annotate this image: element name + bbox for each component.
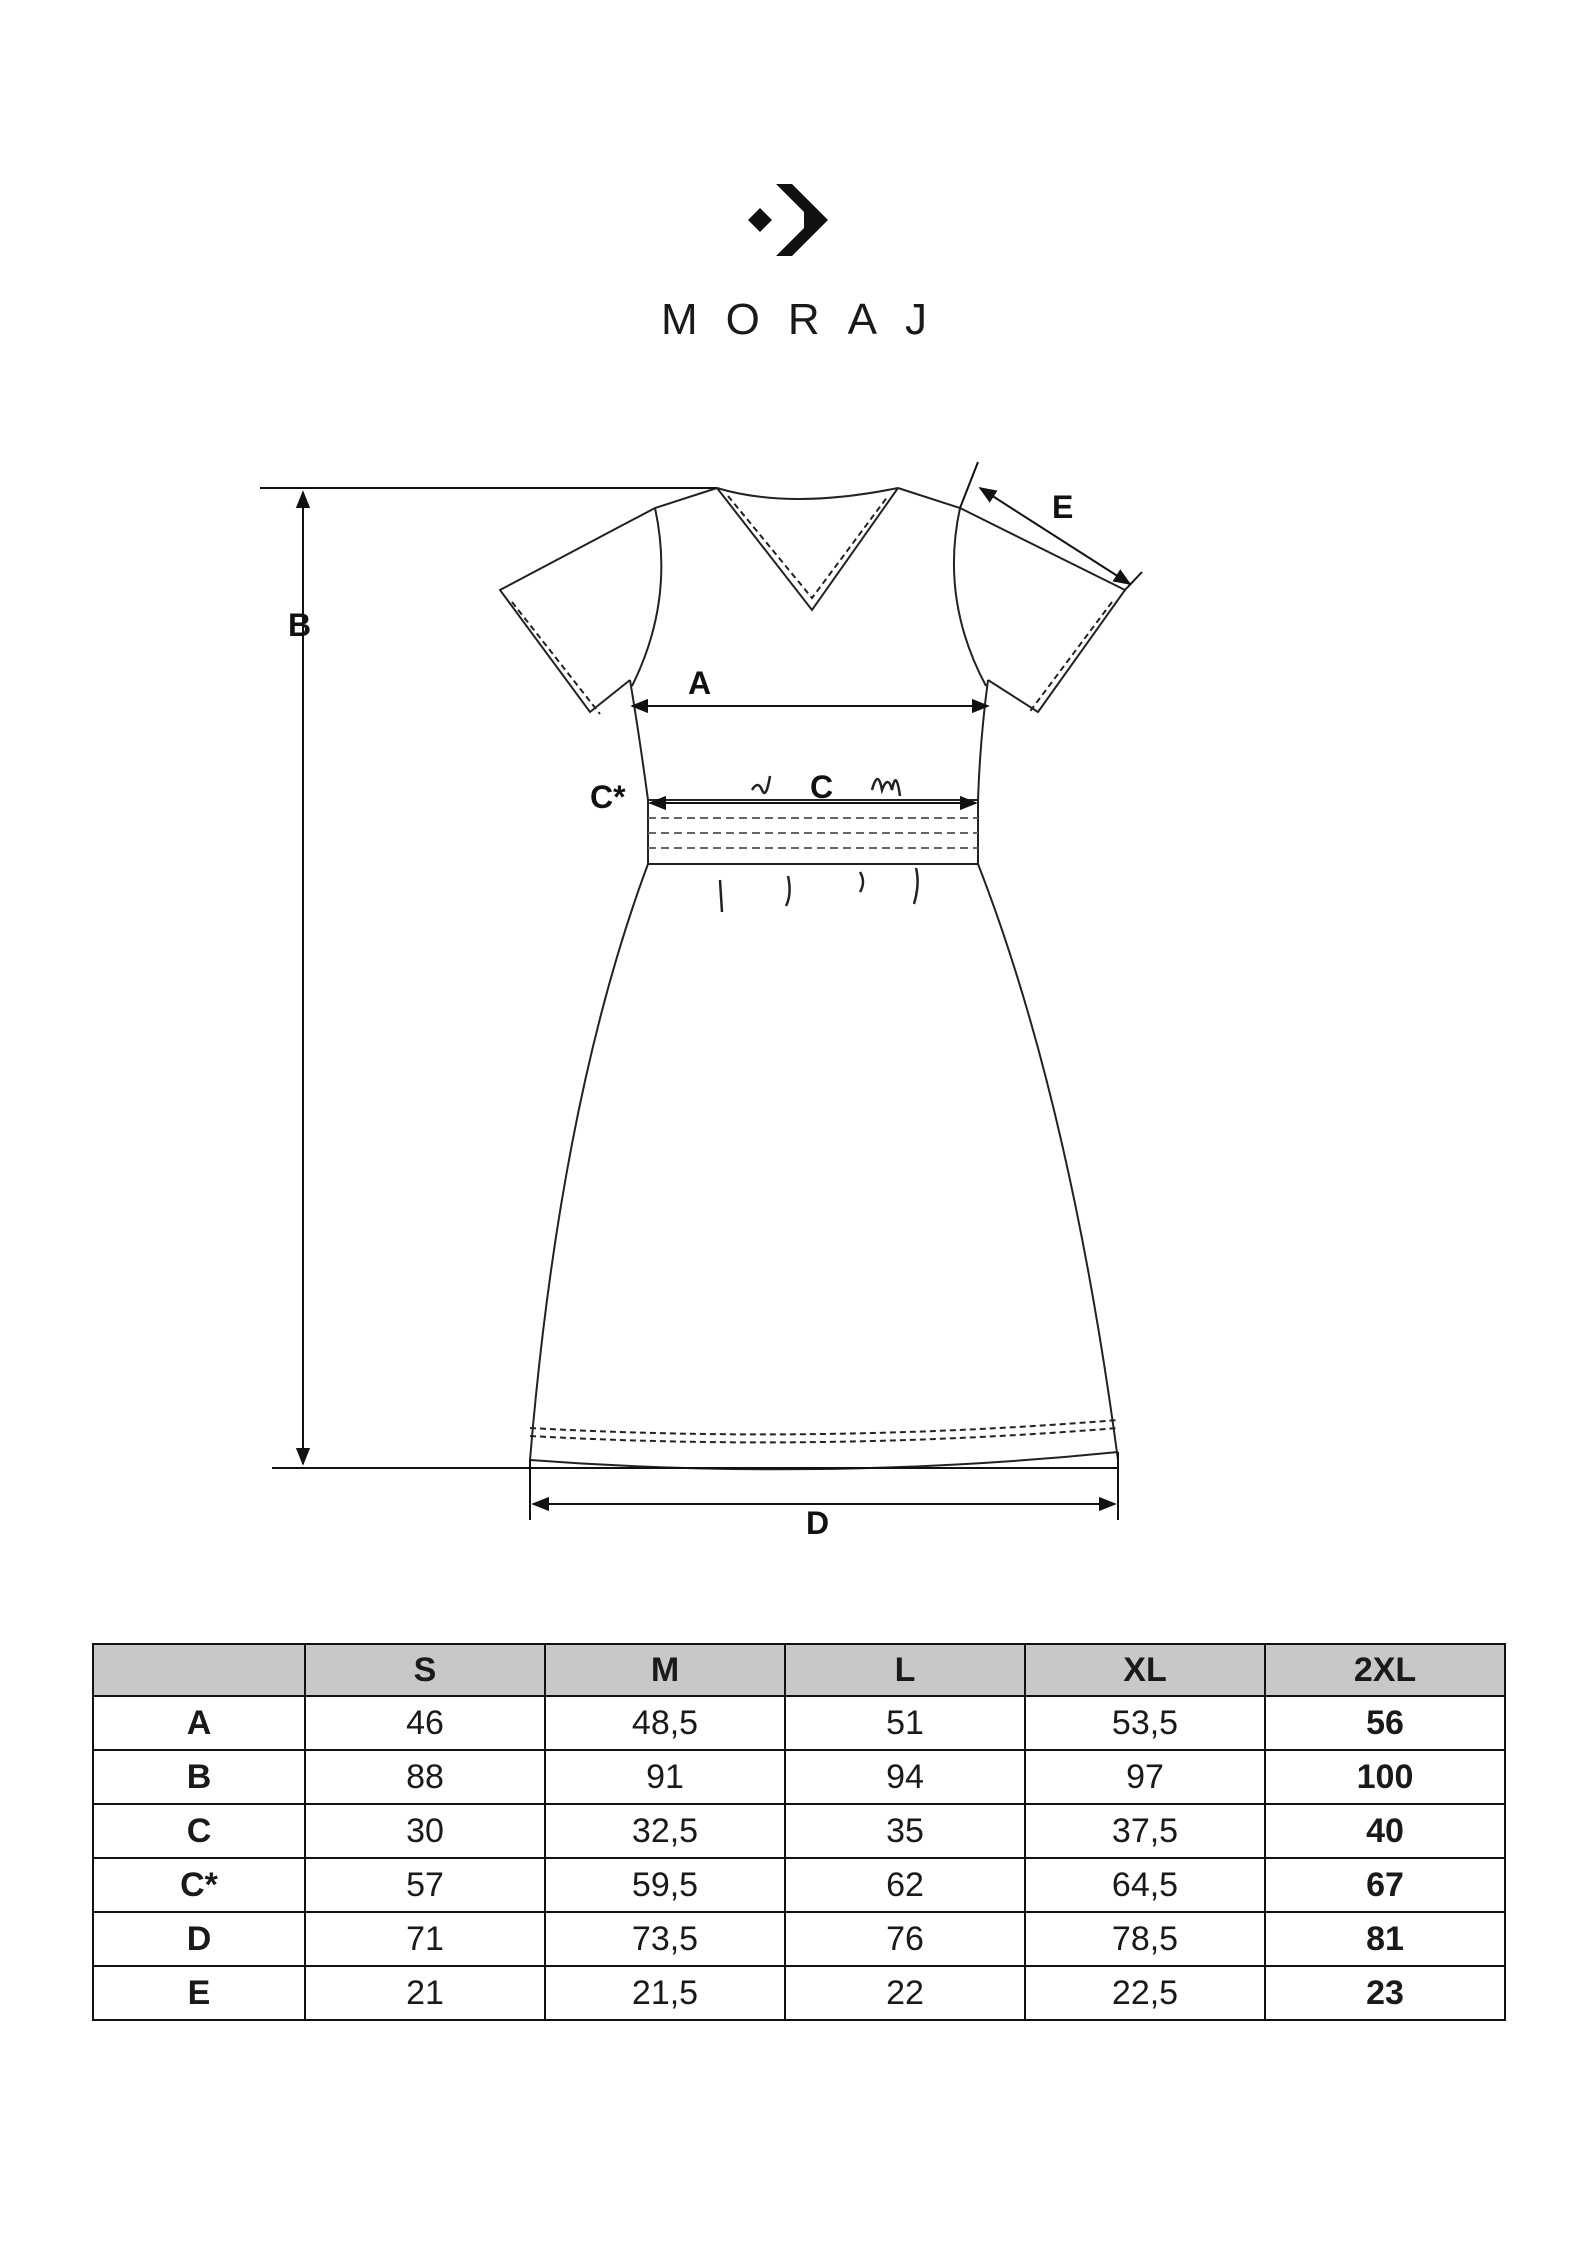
table-cell: 71 (305, 1912, 545, 1966)
table-cell: 23 (1265, 1966, 1505, 2020)
table-cell: 35 (785, 1804, 1025, 1858)
table-cell: 21 (305, 1966, 545, 2020)
label-c-star: C* (590, 779, 626, 815)
table-row (93, 1804, 1505, 1858)
table-row (93, 1696, 1505, 1750)
label-e: E (1052, 489, 1074, 525)
measure-e-line (960, 462, 1142, 590)
row-label: E (93, 1966, 305, 2020)
table-cell: 40 (1265, 1804, 1505, 1858)
row-label: C* (93, 1858, 305, 1912)
table-cell: 97 (1025, 1750, 1265, 1804)
header-cell: S (305, 1644, 545, 1696)
table-cell: 53,5 (1025, 1696, 1265, 1750)
label-c: C (810, 769, 834, 805)
table-cell: 32,5 (545, 1804, 785, 1858)
table-cell: 57 (305, 1858, 545, 1912)
table-row (93, 1912, 1505, 1966)
table-cell: 64,5 (1025, 1858, 1265, 1912)
table-header-row (93, 1644, 1505, 1696)
table-cell: 94 (785, 1750, 1025, 1804)
dress-outline (500, 488, 1125, 1469)
table-cell: 76 (785, 1912, 1025, 1966)
table-cell: 73,5 (545, 1912, 785, 1966)
table-cell: 91 (545, 1750, 785, 1804)
table-cell: 81 (1265, 1912, 1505, 1966)
row-label: B (93, 1750, 305, 1804)
table-cell: 37,5 (1025, 1804, 1265, 1858)
header-cell: 2XL (1265, 1644, 1505, 1696)
row-label: C (93, 1804, 305, 1858)
header-cell: M (545, 1644, 785, 1696)
table-cell: 51 (785, 1696, 1025, 1750)
label-b: B (288, 607, 312, 643)
table-row (93, 1858, 1505, 1912)
header-cell: XL (1025, 1644, 1265, 1696)
table-cell: 30 (305, 1804, 545, 1858)
size-chart-table (92, 1643, 1506, 2021)
header-cell: L (785, 1644, 1025, 1696)
table-cell: 62 (785, 1858, 1025, 1912)
table-row (93, 1966, 1505, 2020)
table-cell: 48,5 (545, 1696, 785, 1750)
label-d: D (806, 1505, 830, 1541)
table-row (93, 1750, 1505, 1804)
table-cell: 21,5 (545, 1966, 785, 2020)
table-cell: 59,5 (545, 1858, 785, 1912)
table-cell: 67 (1265, 1858, 1505, 1912)
row-label: A (93, 1696, 305, 1750)
table-cell: 78,5 (1025, 1912, 1265, 1966)
table-cell: 100 (1265, 1750, 1505, 1804)
table-cell: 46 (305, 1696, 545, 1750)
table-cell: 56 (1265, 1696, 1505, 1750)
table-cell: 22,5 (1025, 1966, 1265, 2020)
table-cell: 22 (785, 1966, 1025, 2020)
header-cell (93, 1644, 305, 1696)
measure-b-line (260, 488, 1118, 1468)
table-cell: 88 (305, 1750, 545, 1804)
label-a: A (688, 665, 712, 701)
brand-name: MORAJ (661, 295, 955, 344)
row-label: D (93, 1912, 305, 1966)
